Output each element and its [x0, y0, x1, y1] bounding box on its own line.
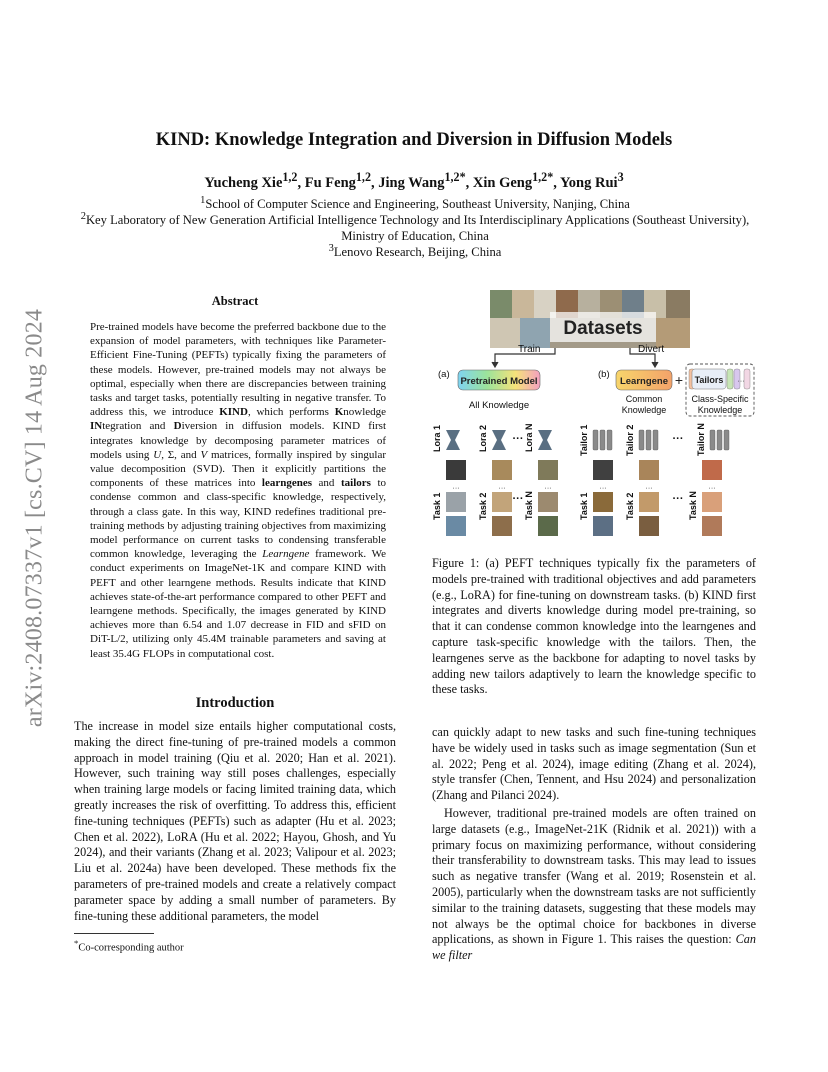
task-2-label-b: Task 2: [625, 492, 635, 520]
pretrained-model-label: Pretrained Model: [460, 376, 538, 387]
figure-1-caption: Figure 1: (a) PEFT techniques typically fix the parameters of models pre-trained with traditional objectives and add parameters (e.g., LoRA) for fine-tuning on downstream tasks. (b) KIND first integrates and diverts knowledge during model pre-training, so that it can condense common knowledge into the learngenes and capture task-specific knowledge with the tailors. Then, the learngenes serve as the backbone for adapting to novel tasks by adding new tailors adaptively to learn the knowledge specific to these tasks.: [432, 556, 756, 697]
tailor-ellipsis: ···: [672, 433, 684, 445]
learngene-label: Learngene: [619, 376, 669, 387]
task-1-dots-b: ···: [599, 485, 607, 492]
lora-ellipsis: ···: [512, 433, 524, 445]
task-n-label-a: Task N: [524, 491, 534, 520]
tailor-2-label: Tailor 2: [625, 424, 635, 456]
datasets-label: Datasets: [563, 318, 643, 339]
common-knowledge-line1: Common: [625, 394, 663, 404]
task-1-label-b: Task 1: [579, 492, 589, 520]
tailors-label: Tailors: [694, 375, 724, 385]
paragraph: However, traditional pre-trained models are often trained on large datasets (e.g., ImageNet-21K (Ridnik et al. 2021)) with a primary focus on maximizing performance, without considering their transferability to downstream tasks. This may lead to issues such as negative transfer (Wang et al. 2019; Rosenstein et al. 2005), particularly when the downstream tasks are not sufficiently similar to the training datasets, suggesting that these models may not always be the optimal choice for backbones in diverse applications, as shown in Figure 1. This raises the question: Can we filter: [432, 805, 756, 963]
lora-2-label: Lora 2: [478, 424, 488, 452]
abstract-heading: Abstract: [211, 294, 259, 308]
tailors-dots: ···: [737, 378, 745, 385]
task-2-dots-b: ···: [645, 485, 653, 492]
lora-modules: [446, 430, 552, 450]
footnote: *Co-corresponding author: [74, 938, 184, 954]
class-specific-line2: Knowledge: [697, 405, 743, 415]
lora-1-label: Lora 1: [432, 424, 442, 452]
task-n-dots-b: ···: [708, 485, 716, 492]
affiliation-3: $^3$Lenovo Research, Beijing, China: [328, 243, 502, 260]
tailor-1-label: Tailor 1: [579, 424, 589, 456]
task-1-label-a: Task 1: [432, 492, 442, 520]
train-label: Train: [518, 344, 541, 355]
introduction-heading: Introduction: [195, 695, 275, 711]
task-n-label-b: Task N: [688, 491, 698, 520]
task-1-dots-a: ···: [452, 485, 460, 492]
panel-a-tag: (a): [438, 369, 450, 380]
class-specific-line1: Class-Specific: [691, 394, 749, 404]
task-2-label-a: Task 2: [478, 492, 488, 520]
task-image-grid-b: [593, 460, 722, 536]
task-2-dots-a: ···: [498, 485, 506, 492]
lora-n-label: Lora N: [524, 423, 534, 452]
right-column-text: [432, 725, 756, 964]
tailor-modules: [593, 430, 729, 450]
arxiv-side-stamp: arXiv:2408.07337v1 [cs.CV] 14 Aug 2024: [21, 308, 48, 728]
affiliation-1: $^1$School of Computer Science and Engineering, Southeast University, Nanjing, China: [200, 195, 630, 212]
plus-sign: +: [674, 372, 684, 388]
task-ellipsis-a: ···: [512, 493, 524, 505]
common-knowledge-line2: Knowledge: [621, 405, 667, 415]
paper-title: KIND: Knowledge Integration and Diversion in Diffusion Models: [155, 130, 673, 150]
divert-label: Divert: [638, 344, 665, 355]
task-image-grid-a: [446, 460, 558, 536]
paragraph: can quickly adapt to new tasks and such fine-tuning techniques have be widely used in tasks such as image segmentation (Sun et al. 2022; Peng et al. 2024), image editing (Zhang et al. 2024), style transfer (Chen, Tennent, and Hsu 2024) and personalization (Zhang and Pilanci 2024).: [432, 725, 756, 803]
panel-b-tag: (b): [598, 369, 610, 380]
tailor-n-label: Tailor N: [696, 423, 706, 456]
affiliation-2: $^2$Key Laboratory of New Generation Artificial Intelligence Technology and Its Interdisciplinary Applications (Southeast University), Ministry of Education, China: [80, 211, 750, 244]
task-ellipsis-b: ···: [672, 493, 684, 505]
abstract-body: Pre-trained models have become the preferred backbone due to the expansion of model parameters, with techniques like Parameter-Efficient Fine-Tuning (PEFTs) typically fixing the parameters of these models. However, pre-trained models may not always be optimal, especially when there are discrepancies between training tasks and target tasks, potentially resulting in negative transfer. To address this, we introduce KIND, which performs Knowledge INtegration and Diversion in diffusion models. KIND first integrates knowledge by decomposing parameter matrices of models using U, Σ, and V matrices, formally inspired by singular value decomposition (SVD). Then it explicitly partitions the components of these matrices into learngenes and tailors to condense common and class-specific knowledge, respectively, through a class gate. In this way, KIND redefines traditional pre-training methods by adjusting training objectives from maximizing model performance on current tasks to condensing transferable common knowledge, leveraging the Learngene framework. We conduct experiments on ImageNet-1K and compare KIND with PEFT and other learngene methods. Results indicate that KIND achieves state-of-the-art performance compared to other PEFT and learngene methods. Specifically, the images generated by KIND achieves more than 6.54 and 1.07 decrease in FID and sFID on DiT-L/2, utilizing only 45.4M trainable parameters and saving at least 35.4G FLOPs in computational cost.: [90, 321, 387, 660]
author-list: Yucheng Xie$^{1,2}$, Fu Feng$^{1,2}$, Jing Wang$^{1,2*}$, Xin Geng$^{1,2*}$, Yong Rui$^3$: [204, 170, 624, 191]
all-knowledge-label: All Knowledge: [468, 400, 530, 411]
footnote-rule: [74, 933, 154, 934]
figure-1-diagram: [430, 288, 760, 538]
task-n-dots-a: ···: [544, 485, 552, 492]
figure-1: [430, 288, 760, 538]
introduction-body: The increase in model size entails higher computational costs, making the direct fine-tuning of pre-trained models a common approach in model training (Qiu et al. 2020; Han et al. 2021). However, such training way still poses challenges, especially when training large models or facing limited training data, which greatly increases the risk of overfitting. To address this, efficient fine-tuning techniques (PEFTs) such as adapter (Hu et al. 2023; Chen et al. 2022), LoRA (Hu et al. 2022; Hayou, Ghosh, and Yu 2024), and their variants (Zhang et al. 2023; Valipour et al. 2023; Liu et al. 2024a) have been developed. These methods fix the parameters of pre-trained models and create a relatively compact parameter space by adding a small number of parameters. By fine-tuning these additional parameters, the model: [74, 719, 396, 923]
